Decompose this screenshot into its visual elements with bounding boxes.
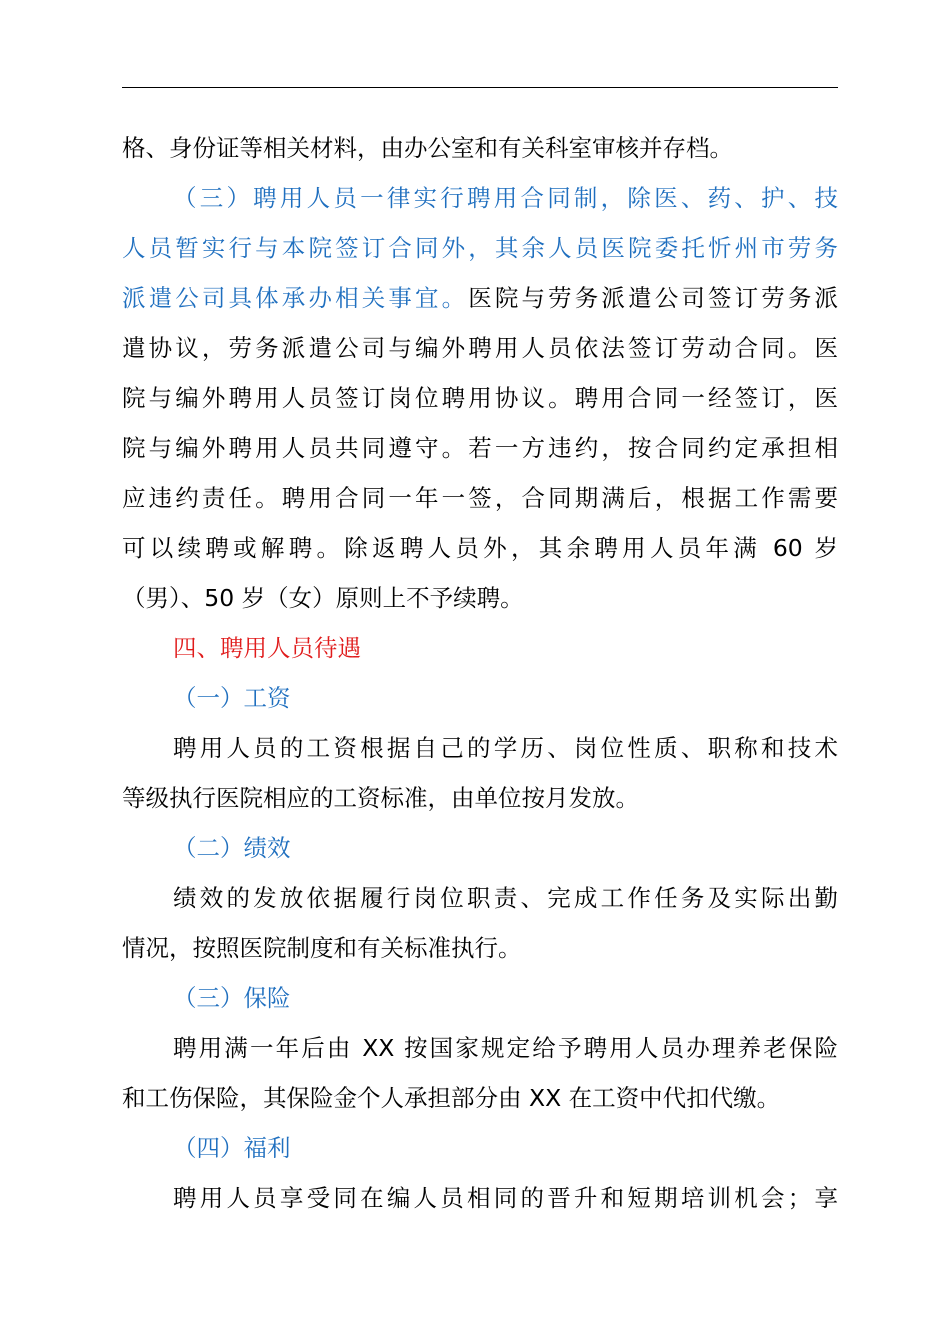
text-line	[122, 273, 838, 323]
highlighted-text: （三）聘用人员一律实行聘用合同制，除医、药、护、技	[173, 184, 838, 212]
text-line	[122, 723, 838, 773]
highlighted-text: 人员暂实行与本院签订合同外，其余人员医院委托忻州市劳务	[122, 234, 838, 262]
header-rule	[122, 87, 838, 88]
text-line	[122, 423, 838, 473]
text-line	[122, 1023, 838, 1073]
body-text: 等级执行医院相应的工资标准，由单位按月发放。	[122, 784, 639, 812]
body-text: 格、身份证等相关材料，由办公室和有关科室审核并存档。	[122, 134, 733, 162]
body-text: 院与编外聘用人员共同遵守。若一方违约，按合同约定承担相	[122, 434, 838, 462]
highlighted-text: 派遣公司具体承办相关事宜。	[122, 284, 469, 312]
body-text: 聘用人员的工资根据自己的学历、岗位性质、职称和技术	[173, 734, 838, 762]
text-line	[122, 173, 838, 223]
text-line	[122, 1173, 838, 1223]
body-text: 院与编外聘用人员签订岗位聘用协议。聘用合同一经签订，医	[122, 384, 838, 412]
text-line	[122, 523, 838, 573]
body-text: 情况，按照医院制度和有关标准执行。	[122, 934, 522, 962]
text-line	[122, 823, 838, 873]
highlighted-text: （三）保险	[173, 984, 291, 1012]
body-text: 可以续聘或解聘。除返聘人员外，其余聘用人员年满 60 岁	[122, 534, 838, 562]
text-line	[122, 573, 838, 623]
text-line	[122, 673, 838, 723]
text-line	[122, 473, 838, 523]
body-text: 聘用满一年后由 XX 按国家规定给予聘用人员办理养老保险	[173, 1034, 838, 1062]
text-line	[122, 223, 838, 273]
text-line	[122, 373, 838, 423]
body-text: 应违约责任。聘用合同一年一签，合同期满后，根据工作需要	[122, 484, 838, 512]
document-body	[122, 123, 838, 1223]
section-heading: 四、聘用人员待遇	[173, 634, 361, 662]
body-text: （男）、50 岁（女）原则上不予续聘。	[122, 584, 524, 612]
body-text: 和工伤保险，其保险金个人承担部分由 XX 在工资中代扣代缴。	[122, 1084, 781, 1112]
text-line	[122, 923, 838, 973]
text-line	[122, 1123, 838, 1173]
text-line	[122, 773, 838, 823]
text-line	[122, 623, 838, 673]
body-text: 医院与劳务派遣公司签订劳务派	[468, 284, 838, 312]
text-line	[122, 123, 838, 173]
body-text: 遣协议，劳务派遣公司与编外聘用人员依法签订劳动合同。医	[122, 334, 838, 362]
text-line	[122, 973, 838, 1023]
text-line	[122, 873, 838, 923]
highlighted-text: （四）福利	[173, 1134, 291, 1162]
body-text: 聘用人员享受同在编人员相同的晋升和短期培训机会；享	[173, 1184, 838, 1212]
highlighted-text: （二）绩效	[173, 834, 291, 862]
text-line	[122, 1073, 838, 1123]
body-text: 绩效的发放依据履行岗位职责、完成工作任务及实际出勤	[173, 884, 838, 912]
text-line	[122, 323, 838, 373]
highlighted-text: （一）工资	[173, 684, 291, 712]
